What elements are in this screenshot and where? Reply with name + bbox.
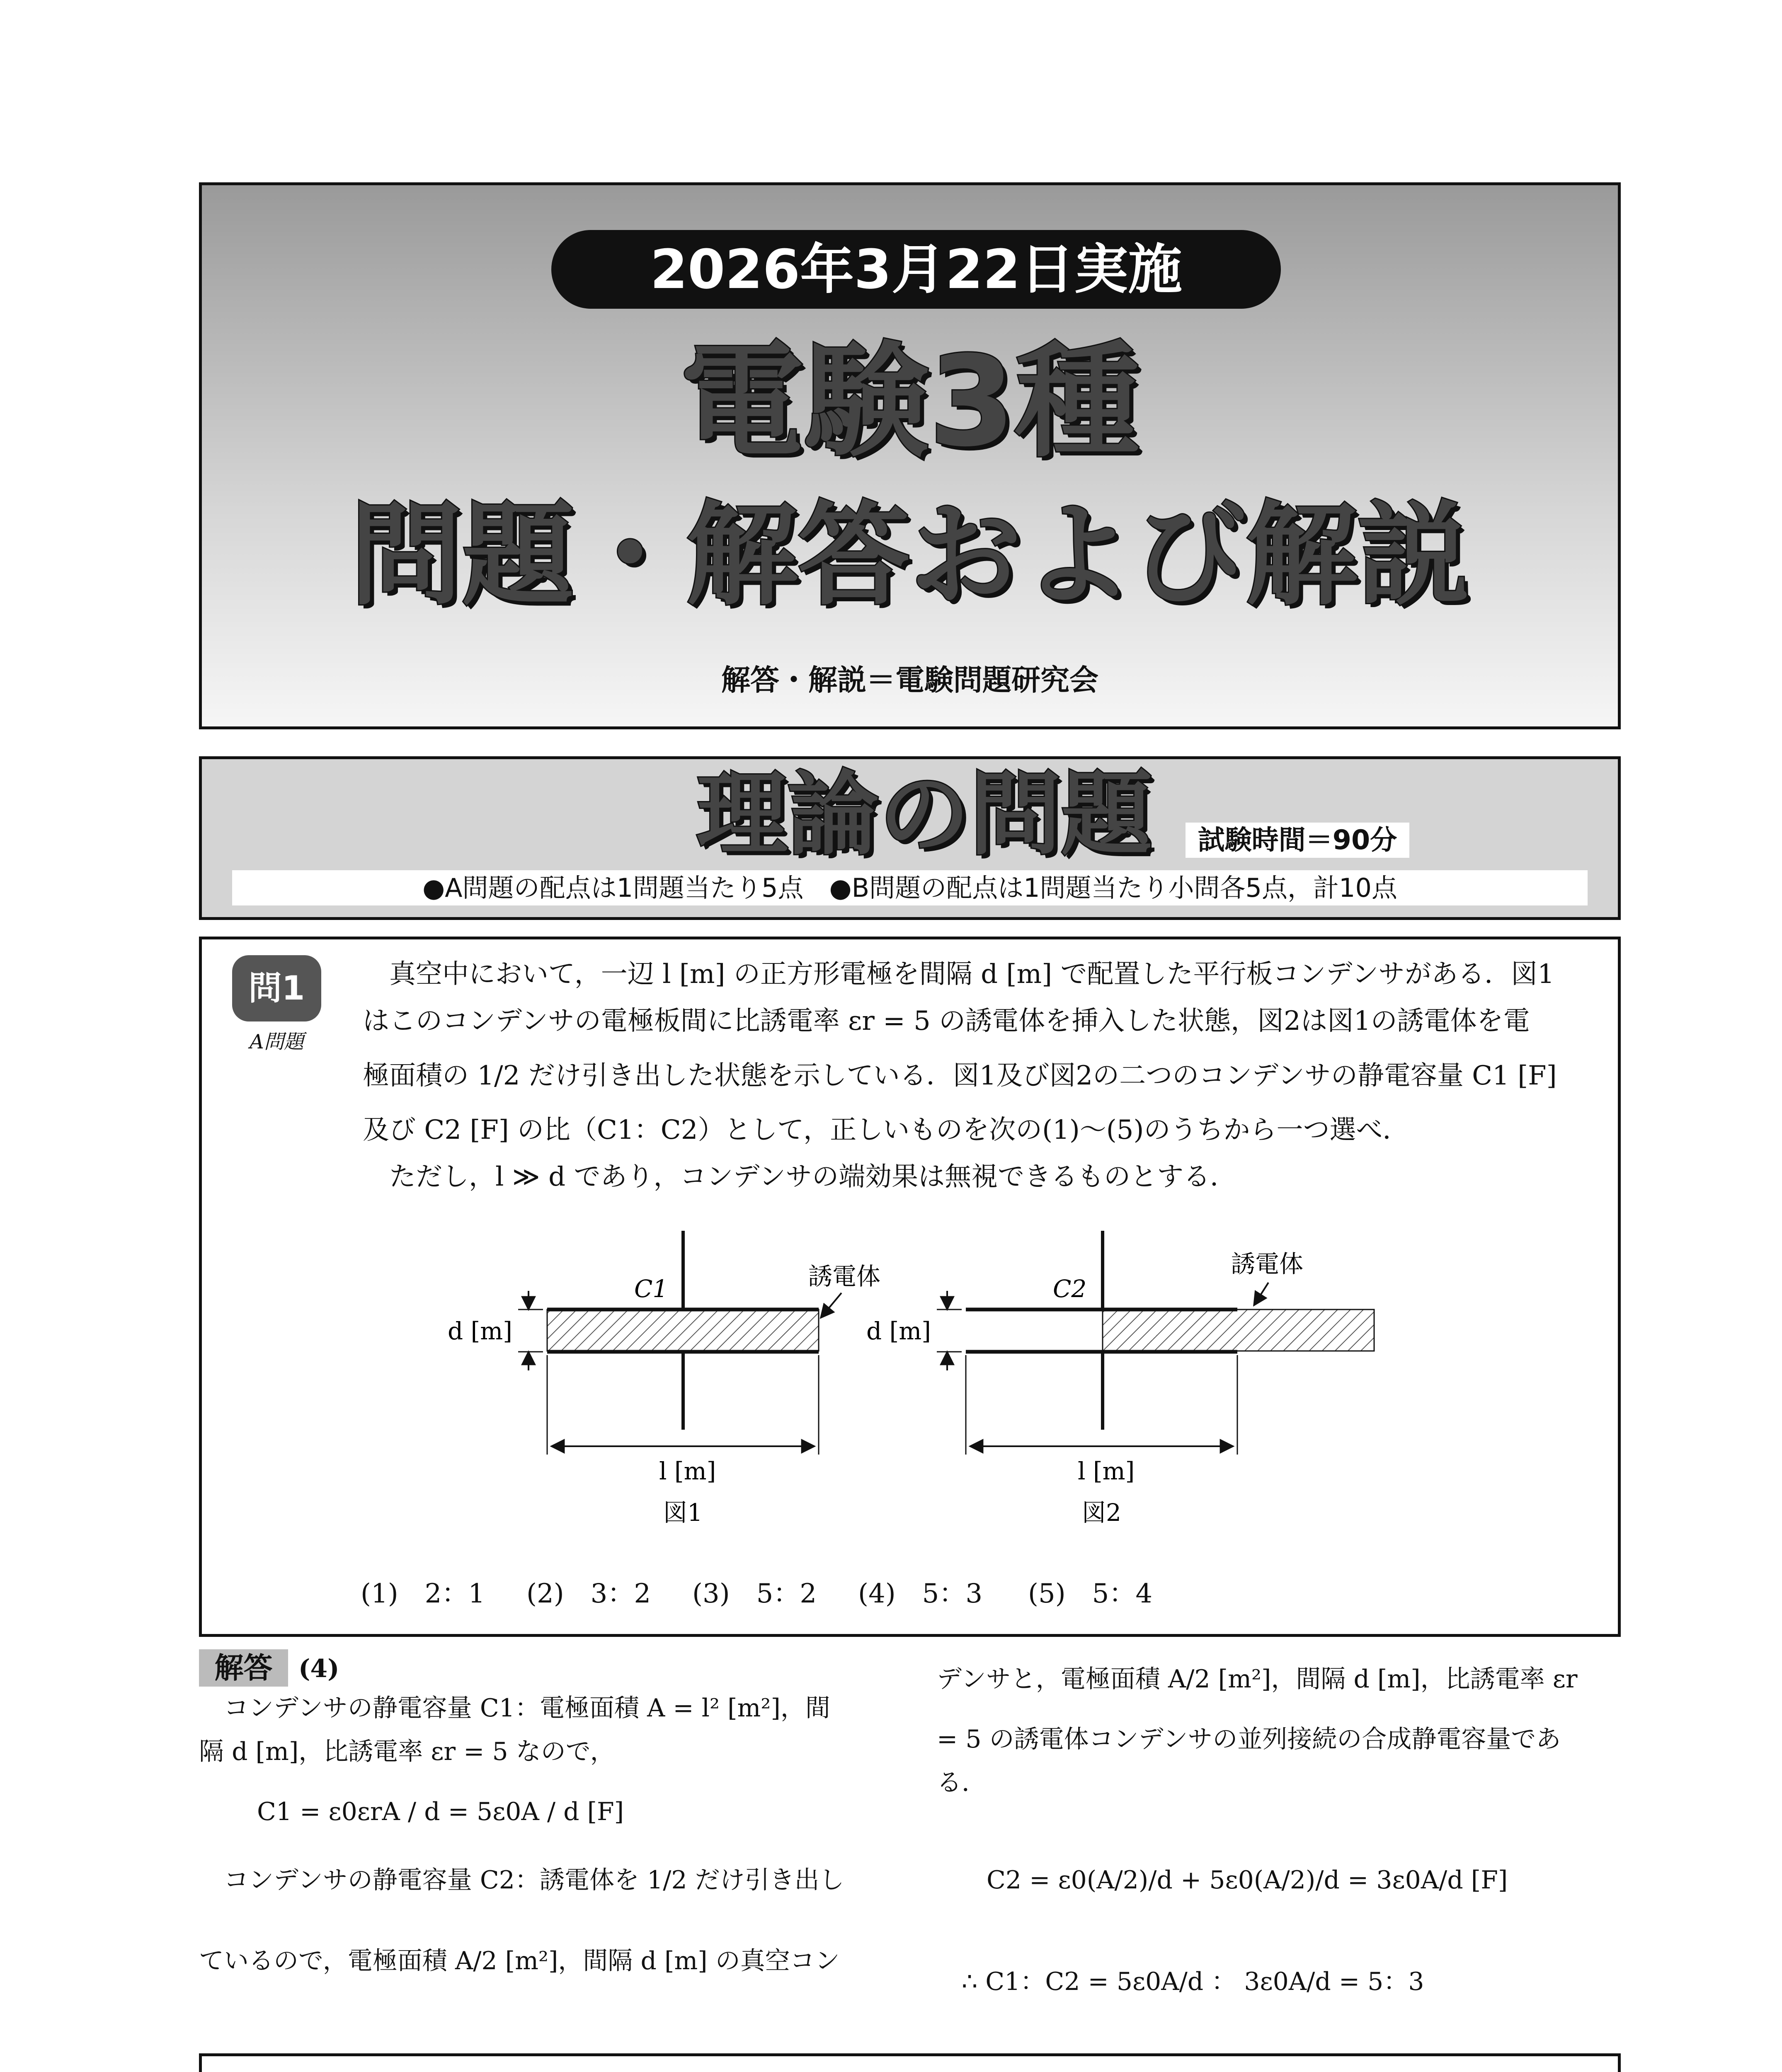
figure-2-gap-label: d [m] [866, 1317, 931, 1345]
answer-left-column [199, 1687, 904, 1983]
page-title: 電験3種 [680, 329, 1140, 474]
problem-1-line: 極面積の 1/2 だけ引き出した状態を示している．図1及び図2の二つのコンデンサの静電容量 C1 [F] [363, 1060, 1557, 1091]
figure-2 [866, 1231, 1374, 1527]
solution-line: コンデンサの静電容量 C1：電極面積 A = l² [m²]，間 [199, 1694, 830, 1723]
problem-1-line: はこのコンデンサの電極板間に比誘電率 εr = 5 の誘電体を挿入した状態，図2は図1の誘電体を電 [363, 1006, 1530, 1036]
figure-1-caption: 図1 [663, 1498, 703, 1527]
page-subtitle: 問題・解答および解説 [350, 490, 1469, 620]
problem-1-line: 及び C2 [F] の比（C1：C2）として，正しいものを次の(1)〜(5)のうちから一つ選べ． [363, 1115, 1409, 1145]
answer-tag: 解答 [199, 1649, 288, 1687]
exam-time: 試験時間＝90分 [1186, 823, 1409, 858]
figure-2-cap-label: C2 [1053, 1275, 1087, 1303]
choice-4: (4) 5：3 [858, 1578, 983, 1609]
answer-choice: (4) [298, 1654, 339, 1683]
problem-1-line: ただし，l ≫ d であり，コンデンサの端効果は無視できるものとする． [363, 1162, 1237, 1192]
figure-1 [448, 1231, 880, 1527]
problem-1-line: 真空中において，一辺 l [m] の正方形電極を間隔 d [m] で配置した平行板コンデンサがある．図1 [363, 959, 1554, 990]
choice-3: (3) 5：2 [692, 1578, 817, 1609]
choice-5: (5) 5：4 [1028, 1578, 1153, 1609]
solution-line: デンサと，電極面積 A/2 [m²]，間隔 d [m]，比誘電率 εr [937, 1665, 1578, 1694]
figure-2-dielectric-label: 誘電体 [1231, 1250, 1304, 1278]
figure-2-width-label: l [m] [1078, 1457, 1135, 1485]
answer-right-column [937, 1658, 1621, 2004]
exam-date: 2026年3月22日実施 [551, 230, 1281, 309]
solution-line: ているので，電極面積 A/2 [m²]，間隔 d [m] の真空コン [199, 1946, 840, 1975]
problem-2-line [363, 2066, 1598, 2072]
authors: 解答・解説＝電験問題研究会 [721, 663, 1098, 697]
figure-1-width-label: l [m] [659, 1457, 716, 1485]
solution-formula: C2 = ε0(A/2)/d + 5ε0(A/2)/d = 3ε0A/d [F] [987, 1866, 1508, 1895]
figure-2-caption: 図2 [1082, 1498, 1121, 1527]
problem-1-label: 問1 [232, 955, 321, 1021]
solution-line: 隔 d [m]，比誘電率 εr = 5 なので， [199, 1737, 615, 1766]
choice-2: (2) 3：2 [526, 1578, 651, 1609]
solution-result: ∴ C1：C2 = 5ε0A/d ： 3ε0A/d = 5：3 [962, 1967, 1424, 1996]
section-title: 理論の問題 [696, 761, 1152, 867]
solution-line: る． [937, 1768, 987, 1797]
problem-2-text [363, 2066, 1598, 2072]
solution-line: コンデンサの静電容量 C2：誘電体を 1/2 だけ引き出し [199, 1866, 844, 1895]
problem-1-level: A問題 [250, 1030, 304, 1053]
figure-1-gap-label: d [m] [448, 1317, 512, 1345]
figure-1-dielectric-label: 誘電体 [808, 1262, 881, 1290]
choice-1: (1) 2：1 [361, 1578, 485, 1609]
capacitor-figures [199, 1222, 1621, 1554]
figure-1-cap-label: C1 [634, 1275, 668, 1303]
problem-1-text [363, 951, 1598, 1201]
solution-formula: C1 = ε0εrA / d = 5ε0A / d [F] [257, 1797, 624, 1826]
scoring-info: ●A問題の配点は1問題当たり5点 ●B問題の配点は1問題当たり小問各5点，計10点 [232, 870, 1588, 905]
solution-line: = 5 の誘電体コンデンサの並列接続の合成静電容量であ [937, 1725, 1561, 1754]
